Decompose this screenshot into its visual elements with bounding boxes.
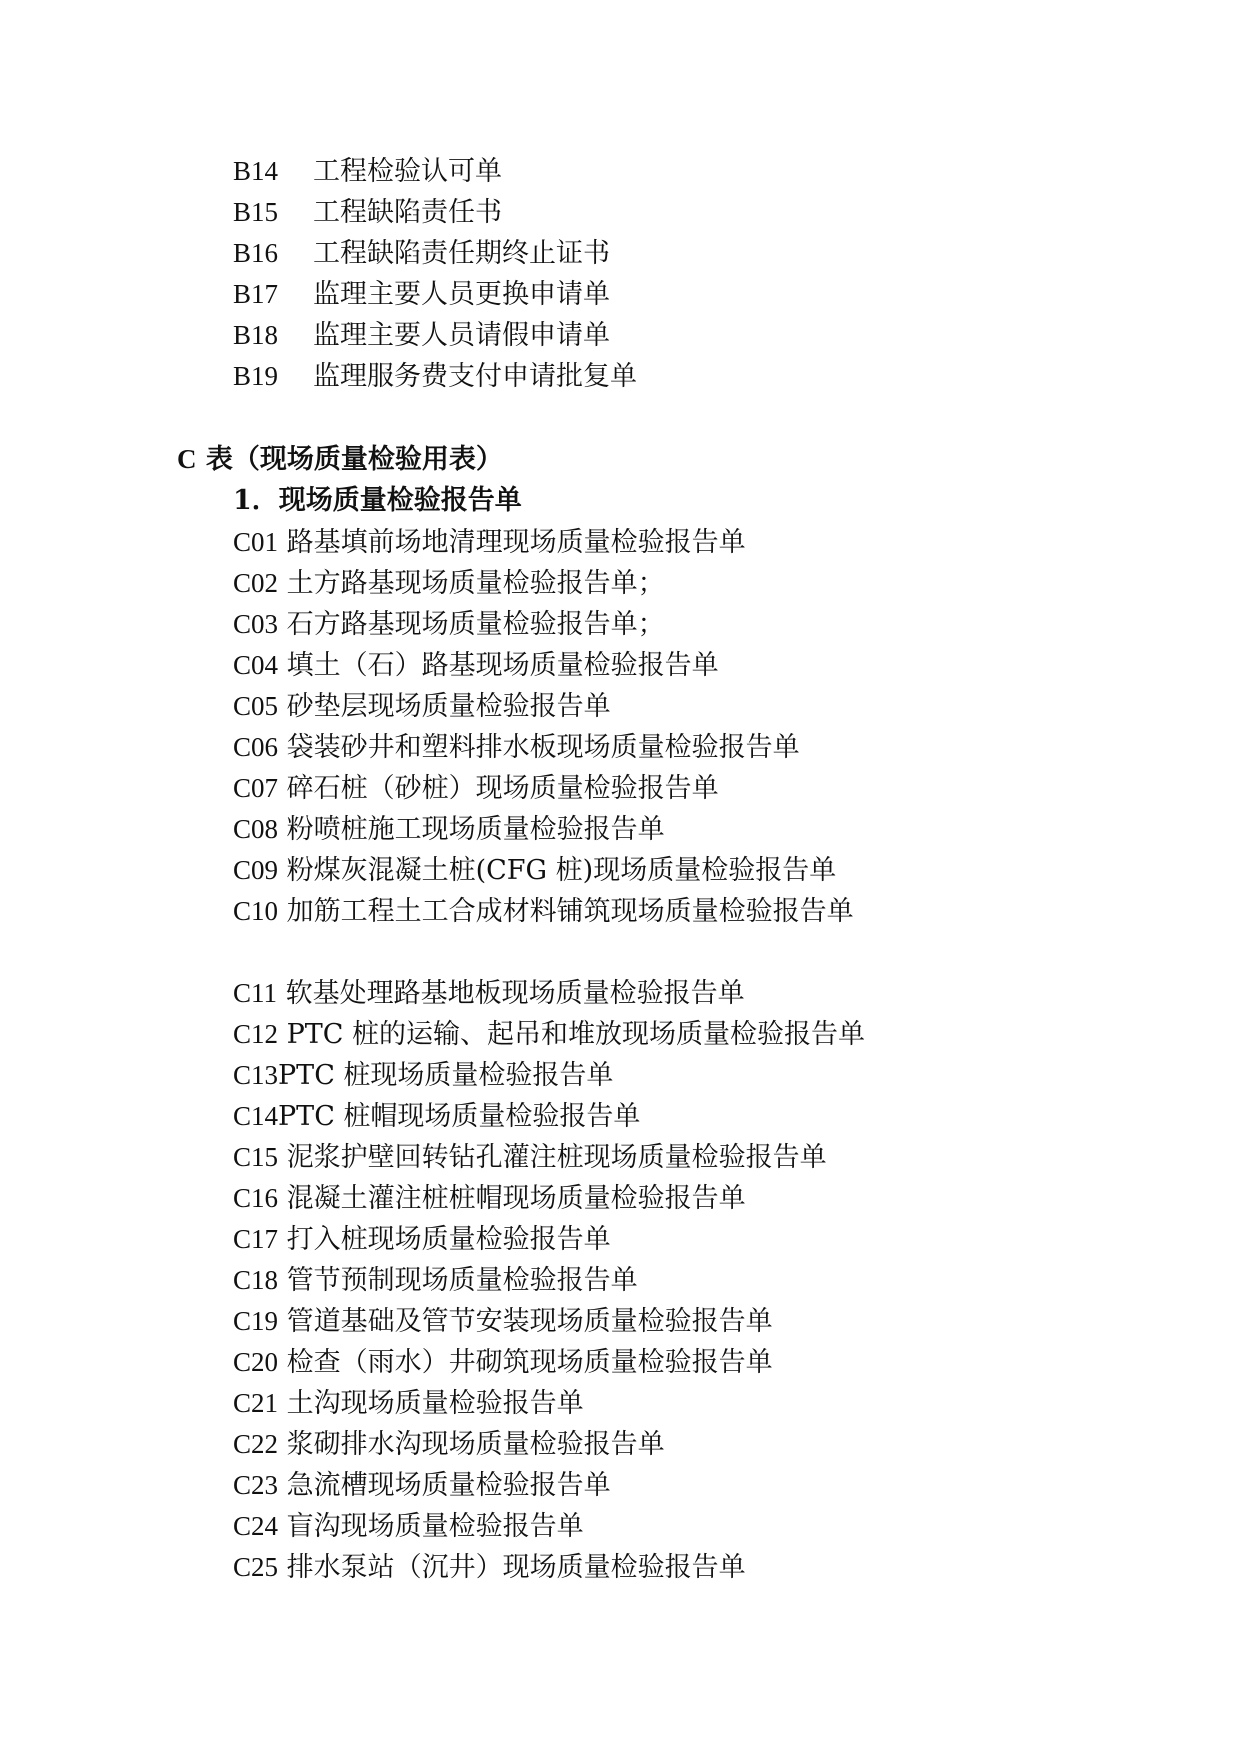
item-code: C16 (233, 1183, 279, 1213)
item-text: 袋装砂井和塑料排水板现场质量检验报告单 (278, 732, 800, 763)
item-text: 监理主要人员更换申请单 (313, 279, 610, 310)
list-item-c21 (233, 1386, 584, 1421)
list-item-c18 (233, 1263, 638, 1298)
item-text: 泥浆护壁回转钻孔灌注桩现场质量检验报告单 (278, 1142, 827, 1173)
list-item-c01 (233, 525, 746, 560)
item-code: C17 (233, 1224, 279, 1254)
list-item-c22 (233, 1427, 665, 1462)
item-code: C10 (233, 896, 279, 926)
list-item-c10 (233, 894, 854, 929)
list-item-c19 (233, 1304, 773, 1339)
item-text: 监理服务费支付申请批复单 (313, 361, 637, 392)
item-code: C20 (233, 1347, 279, 1377)
item-code: B18 (233, 320, 279, 350)
item-code: C11 (233, 978, 278, 1008)
item-code: C09 (233, 855, 279, 885)
item-text: 检查（雨水）井砌筑现场质量检验报告单 (278, 1347, 773, 1378)
list-item-b19 (233, 359, 637, 394)
item-code: C02 (233, 568, 279, 598)
section-heading-text: 表（现场质量检验用表） (205, 444, 503, 475)
item-code: C15 (233, 1142, 279, 1172)
item-text: 软基处理路基地板现场质量检验报告单 (277, 978, 745, 1009)
section-heading (177, 442, 503, 477)
list-item-c24 (233, 1509, 584, 1544)
list-item-c08 (233, 812, 665, 847)
item-code: B17 (233, 279, 279, 309)
item-text: 盲沟现场质量检验报告单 (278, 1511, 584, 1542)
item-text: 路基填前场地清理现场质量检验报告单 (278, 527, 746, 558)
list-item-c14 (233, 1099, 640, 1134)
item-text: 粉煤灰混凝土桩(CFG 桩)现场质量检验报告单 (278, 855, 837, 886)
list-item-c25 (233, 1550, 746, 1585)
item-text: 粉喷桩施工现场质量检验报告单 (278, 814, 665, 845)
item-text: 排水泵站（沉井）现场质量检验报告单 (278, 1552, 746, 1583)
item-text: 监理主要人员请假申请单 (313, 320, 610, 351)
item-text: 砂垫层现场质量检验报告单 (278, 691, 611, 722)
list-item-c16 (233, 1181, 746, 1216)
item-text: 工程缺陷责任书 (313, 197, 502, 228)
item-text: 管节预制现场质量检验报告单 (278, 1265, 638, 1296)
list-item-b18 (233, 318, 610, 353)
item-code: C03 (233, 609, 279, 639)
item-code: C01 (233, 527, 279, 557)
item-code: C07 (233, 773, 279, 803)
list-item-c09 (233, 853, 836, 888)
list-item-c12 (233, 1017, 865, 1052)
item-text: PTC 桩的运输、起吊和堆放现场质量检验报告单 (278, 1019, 866, 1050)
item-code: C25 (233, 1552, 279, 1582)
sub-heading: 1．现场质量检验报告单 (233, 485, 522, 516)
list-item-c20 (233, 1345, 773, 1380)
item-code: C24 (233, 1511, 279, 1541)
item-code: C21 (233, 1388, 279, 1418)
item-text: 填土（石）路基现场质量检验报告单 (278, 650, 719, 681)
item-text: 急流槽现场质量检验报告单 (278, 1470, 611, 1501)
list-item-c11 (233, 976, 745, 1011)
list-item-c02 (233, 566, 665, 601)
item-text: 石方路基现场质量检验报告单； (278, 609, 665, 640)
item-code: B19 (233, 361, 279, 391)
item-text: 浆砌排水沟现场质量检验报告单 (278, 1429, 665, 1460)
item-code: B16 (233, 238, 279, 268)
list-item-c05 (233, 689, 611, 724)
list-item-b16 (233, 236, 610, 271)
list-item-c04 (233, 648, 719, 683)
item-code: C23 (233, 1470, 279, 1500)
item-text: 土方路基现场质量检验报告单； (278, 568, 665, 599)
item-text: 混凝土灌注桩桩帽现场质量检验报告单 (278, 1183, 746, 1214)
item-code: C12 (233, 1019, 279, 1049)
list-item-b14 (233, 154, 502, 189)
list-item-c23 (233, 1468, 611, 1503)
item-code: C13 (233, 1060, 279, 1090)
item-text: 加筋工程土工合成材料铺筑现场质量检验报告单 (278, 896, 854, 927)
item-text: 打入桩现场质量检验报告单 (278, 1224, 611, 1255)
item-code: B15 (233, 197, 279, 227)
list-item-b15 (233, 195, 502, 230)
list-item-c07 (233, 771, 719, 806)
list-item-c13 (233, 1058, 613, 1093)
item-code: C14 (233, 1101, 279, 1131)
item-text: 管道基础及管节安装现场质量检验报告单 (278, 1306, 773, 1337)
item-text: PTC 桩现场质量检验报告单 (278, 1060, 614, 1091)
item-code: C08 (233, 814, 279, 844)
list-item-c17 (233, 1222, 611, 1257)
item-code: C18 (233, 1265, 279, 1295)
item-code: C05 (233, 691, 279, 721)
list-item-c03 (233, 607, 665, 642)
item-code: C04 (233, 650, 279, 680)
item-text: 工程检验认可单 (313, 156, 502, 187)
item-code: C19 (233, 1306, 279, 1336)
item-text: 碎石桩（砂桩）现场质量检验报告单 (278, 773, 719, 804)
list-item-b17 (233, 277, 610, 312)
item-code: B14 (233, 156, 279, 186)
item-code: C06 (233, 732, 279, 762)
section-heading-code: C (177, 444, 197, 474)
item-text: PTC 桩帽现场质量检验报告单 (278, 1101, 641, 1132)
item-text: 工程缺陷责任期终止证书 (313, 238, 610, 269)
item-code: C22 (233, 1429, 279, 1459)
list-item-c15 (233, 1140, 827, 1175)
item-text: 土沟现场质量检验报告单 (278, 1388, 584, 1419)
list-item-c06 (233, 730, 800, 765)
